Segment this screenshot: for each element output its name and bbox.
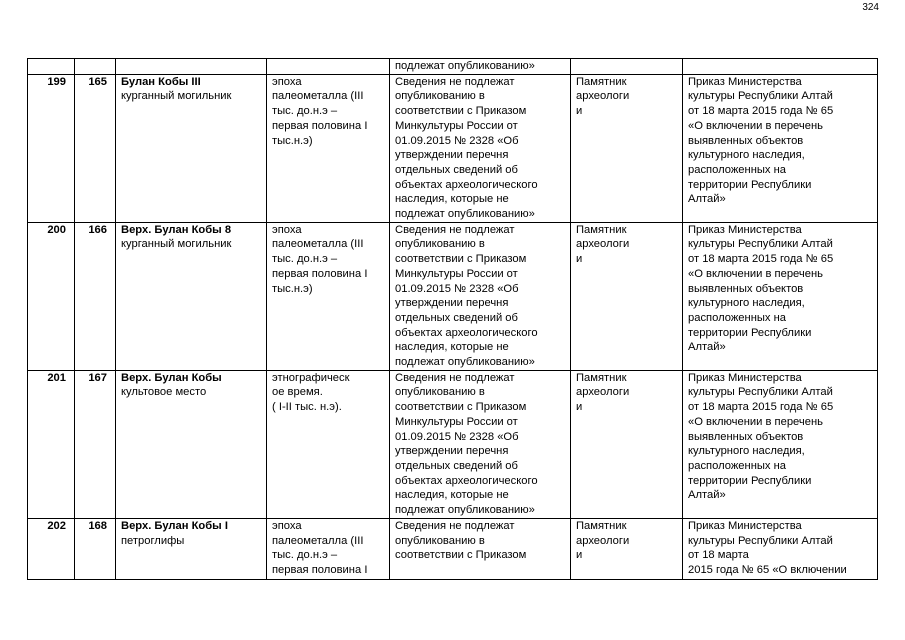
- table-row: [28, 74, 878, 222]
- page-number: 324: [862, 2, 879, 13]
- cell-info: Сведения не подлежат опубликованию в соответствии с Приказом Минкультуры России от 01.09.2015 № 2328 «Об утверждении перечня отдельных сведений об объектах археологического наследия, которые не подлежат опубликованию»: [390, 370, 571, 518]
- cell-dating: этнографическ ое время. ( I-II тыс. н.э).: [267, 370, 390, 518]
- cell-obj-no: 167: [75, 370, 116, 518]
- cell-name: [116, 370, 267, 518]
- object-type: культовое место: [121, 386, 207, 399]
- object-name: Верх. Булан Кобы: [121, 371, 222, 384]
- cell-reg-no: [28, 59, 75, 75]
- object-type: курганный могильник: [121, 238, 232, 251]
- cell-reg-no: 200: [28, 222, 75, 370]
- cell-document: Приказ Министерства культуры Республики Алтай от 18 марта 2015 года № 65 «О включении: [683, 518, 878, 579]
- cell-category: Памятник археологи и: [571, 370, 683, 518]
- object-name: Булан Кобы III: [121, 75, 201, 88]
- table-row-continuation: [28, 59, 878, 75]
- cell-name: [116, 222, 267, 370]
- cell-category: Памятник археологи и: [571, 222, 683, 370]
- cell-name: [116, 74, 267, 222]
- cell-obj-no: 165: [75, 74, 116, 222]
- table-row: [28, 370, 878, 518]
- cell-category: Памятник археологи и: [571, 74, 683, 222]
- object-type: петроглифы: [121, 534, 185, 547]
- cell-dating: эпоха палеометалла (III тыс. до.н.э – первая половина I тыс.н.э): [267, 222, 390, 370]
- cell-info: Сведения не подлежат опубликованию в соответствии с Приказом Минкультуры России от 01.09.2015 № 2328 «Об утверждении перечня отдельных сведений об объектах археологического наследия, которые не подлежат опубликованию»: [390, 222, 571, 370]
- object-type: курганный могильник: [121, 90, 232, 103]
- cell-document: [683, 59, 878, 75]
- cell-document: Приказ Министерства культуры Республики Алтай от 18 марта 2015 года № 65 «О включении в перечень выявленных объектов культурного наследия, расположенных на территории Республики Алтай»: [683, 222, 878, 370]
- cell-reg-no: 201: [28, 370, 75, 518]
- cell-dating: эпоха палеометалла (III тыс. до.н.э – первая половина I тыс.н.э): [267, 74, 390, 222]
- object-name: Верх. Булан Кобы I: [121, 519, 228, 532]
- table-row: [28, 518, 878, 579]
- cell-reg-no: 202: [28, 518, 75, 579]
- cell-dating: [267, 59, 390, 75]
- cell-info: подлежат опубликованию»: [390, 59, 571, 75]
- cell-obj-no: 166: [75, 222, 116, 370]
- cell-dating: эпоха палеометалла (III тыс. до.н.э – первая половина I: [267, 518, 390, 579]
- heritage-registry-table: [27, 58, 878, 580]
- cell-category: [571, 59, 683, 75]
- cell-document: Приказ Министерства культуры Республики Алтай от 18 марта 2015 года № 65 «О включении в перечень выявленных объектов культурного наследия, расположенных на территории Республики Алтай»: [683, 74, 878, 222]
- cell-obj-no: 168: [75, 518, 116, 579]
- cell-obj-no: [75, 59, 116, 75]
- table-row: [28, 222, 878, 370]
- cell-document: Приказ Министерства культуры Республики Алтай от 18 марта 2015 года № 65 «О включении в перечень выявленных объектов культурного наследия, расположенных на территории Республики Алтай»: [683, 370, 878, 518]
- cell-name: [116, 59, 267, 75]
- object-name: Верх. Булан Кобы 8: [121, 223, 232, 236]
- cell-reg-no: 199: [28, 74, 75, 222]
- cell-name: [116, 518, 267, 579]
- cell-category: Памятник археологи и: [571, 518, 683, 579]
- cell-info: Сведения не подлежат опубликованию в соответствии с Приказом: [390, 518, 571, 579]
- cell-info: Сведения не подлежат опубликованию в соответствии с Приказом Минкультуры России от 01.09.2015 № 2328 «Об утверждении перечня отдельных сведений об объектах археологического наследия, которые не подлежат опубликованию»: [390, 74, 571, 222]
